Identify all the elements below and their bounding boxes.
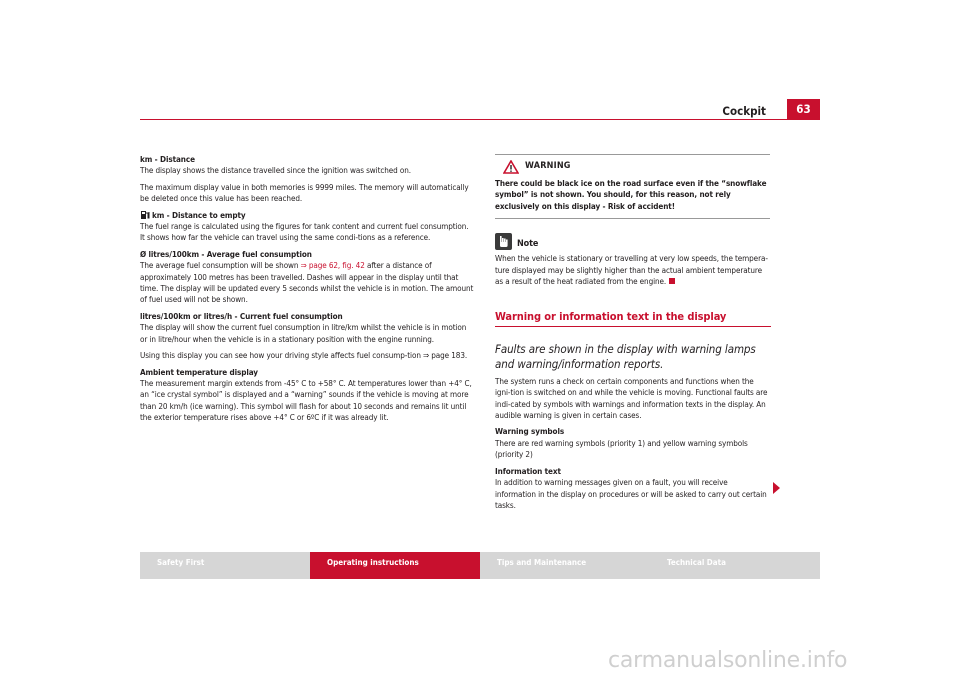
next-page-arrow-icon[interactable] [773, 482, 780, 494]
ambient-temp-text: The measurement margin extends from -45° C to +58° C. At temperatures lower than +4° C, an “ice crystal symbol” is displayed and a “warning” sounds if the vehicle is moving at more than 20 km/h (ice warning). This symbol will flash for about 10 seconds and remains lit until the exterior temperature rises above +4° C or 6ºC if it was already lit. [140, 377, 472, 423]
km-to-empty-heading: km - Distance to empty [152, 209, 246, 220]
page-number: 63 [796, 102, 811, 116]
section-text: The system runs a check on certain components and functions when the igni-tion is switched on and while the vehicle is moving. Functional faults are indi-cated by symbols with warnings and information texts in the display. An audible warning is given in certain cases. [495, 375, 768, 421]
avg-consumption-text-b: after a distance of approximately 100 metres has been travelled. Dashes will appear in the display until that time. The display will be updated every 5 seconds whilst the vehicle is in motion. The amount of fuel used will not be shown. [140, 260, 474, 305]
current-consumption-text-1: The display will show the current fuel consumption in litre/km whilst the vehicle is in motion or in litre/hour when the vehicle is in a stationary position with the engine running. [140, 322, 467, 344]
km-distance-heading: km - Distance [140, 154, 195, 164]
warning-symbols-text: There are red warning symbols (priority 1) and yellow warning symbols (priority 2) [495, 437, 748, 460]
tab-tips-and-maintenance[interactable]: Tips and Maintenance [480, 552, 650, 579]
current-consumption-heading: litres/100km or litres/h - Current fuel consumption [140, 310, 343, 321]
header-rule [140, 119, 820, 120]
note-text: When the vehicle is stationary or travelling at very low speeds, the tempera-ture displayed may be slightly higher than the actual ambient temperature as a result of the heat radiated from the engine. [495, 253, 768, 287]
section-end-mark [669, 278, 675, 284]
ambient-temp-heading: Ambient temperature display [140, 366, 258, 377]
note-icon [495, 233, 512, 250]
note-text-row [495, 253, 770, 287]
right-column [495, 154, 770, 516]
km-to-empty-heading-row [140, 210, 474, 221]
warning-title: WARNING [525, 161, 571, 172]
warning-triangle-icon [503, 160, 519, 174]
note-header [495, 233, 770, 250]
tab-technical-data[interactable]: Technical Data [650, 552, 820, 579]
warning-box [495, 154, 770, 219]
km-distance-text-1: The display shows the distance travelled since the ignition was switched on. [140, 165, 411, 176]
km-distance-text-2: The maximum display value in both memories is 9999 miles. The memory will automatically be deleted once this value has been reached. [140, 181, 469, 204]
information-text: In addition to warning messages given on a fault, you will receive information in the display on procedures or will be asked to carry out certain tasks. [495, 477, 767, 510]
hand-pointer-icon [498, 235, 509, 248]
current-consumption-text-2: Using this display you can see how your driving style affects fuel consump-tion ⇒ page 183. [140, 350, 468, 361]
watermark: carmanualsonline.info [608, 648, 848, 673]
tab-operating-instructions[interactable]: Operating instructions [310, 552, 480, 579]
fuel-pump-icon [140, 210, 150, 219]
section-subtitle: Faults are shown in the display with warning lamps and warning/information reports. [495, 341, 756, 371]
warning-symbols-heading: Warning symbols [495, 426, 565, 437]
km-to-empty-text: The fuel range is calculated using the figures for tank content and current fuel consumption. It shows how far the vehicle can travel using the same condi-tions as a reference. [140, 221, 469, 243]
page-header-title: Cockpit [722, 104, 766, 118]
note-title: Note [517, 238, 539, 249]
left-column [140, 154, 474, 429]
avg-consumption-heading: Ø litres/100km - Average fuel consumption [140, 248, 312, 259]
tab-safety-first[interactable]: Safety First [140, 552, 310, 579]
information-text-heading: Information text [495, 465, 561, 476]
avg-consumption-text [140, 260, 474, 306]
footer-nav [140, 552, 820, 579]
page-62-fig-42-link[interactable]: ⇒ page 62, fig. 42 [300, 260, 365, 271]
warning-header [503, 160, 770, 174]
avg-consumption-text-a: The average fuel consumption will be shown [140, 260, 301, 271]
warning-text: There could be black ice on the road surface even if the “snowflake symbol” is not shown. You should, for this reason, not rely exclusively on this display - Risk of accident! [495, 178, 767, 211]
section-title: Warning or information text in the display [495, 311, 771, 326]
